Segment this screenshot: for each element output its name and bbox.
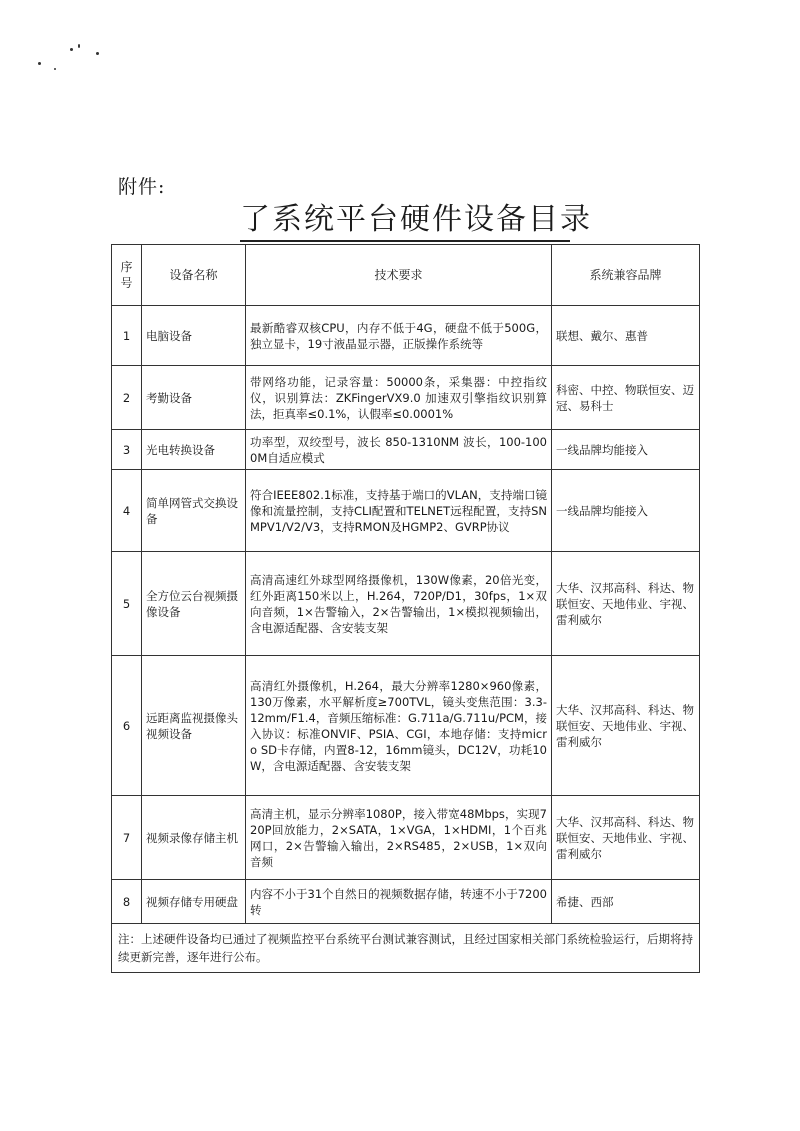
- row-brand: 科密、中控、物联恒安、迈冠、易科士: [552, 366, 700, 430]
- row-spec: 高清红外摄像机，H.264，最大分辨率1280×960像素，130万像素，水平解析度≥700TVL，镜头变焦范围：3.3-12mm/F1.4，音频压缩标准：G.711a/G.711u/PCM，接入协议：标准ONVIF、PSIA、CGI，本地存储：支持micro SD卡存储，内置8-12，16mm镜头，DC12V，功耗10W，含电源适配器、含安装支架: [246, 656, 552, 796]
- row-device-name: 考勤设备: [142, 366, 246, 430]
- attachment-label: 附件:: [118, 176, 166, 198]
- row-device-name: 视频录像存储主机: [142, 796, 246, 880]
- scan-speck: [54, 68, 56, 70]
- row-device-name: 简单网管式交换设备: [142, 470, 246, 552]
- table-row: [112, 552, 700, 656]
- column-header-no: 序号: [112, 245, 142, 306]
- column-header-name: 设备名称: [142, 245, 246, 306]
- table-row: [112, 796, 700, 880]
- row-no: 5: [112, 552, 142, 656]
- row-spec: 内容不小于31个自然日的视频数据存储，转速不小于7200转: [246, 880, 552, 924]
- scan-speck: [78, 44, 80, 48]
- row-no: 1: [112, 306, 142, 366]
- row-device-name: 远距离监视摄像头视频设备: [142, 656, 246, 796]
- table-row: [112, 366, 700, 430]
- row-brand: 一线品牌均能接入: [552, 470, 700, 552]
- row-brand: 希捷、西部: [552, 880, 700, 924]
- row-brand: 联想、戴尔、惠普: [552, 306, 700, 366]
- row-device-name: 光电转换设备: [142, 430, 246, 470]
- table-row: [112, 306, 700, 366]
- row-brand: 大华、汉邦高科、科达、物联恒安、天地伟业、宇视、雷利威尔: [552, 552, 700, 656]
- scan-speck: [70, 48, 73, 51]
- row-no: 4: [112, 470, 142, 552]
- row-spec: 高清高速红外球型网络摄像机，130W像素，20倍光变，红外距离150米以上，H.264，720P/D1，30fps，1×双向音频，1×告警输入，2×告警输出，1×模拟视频输出，含电源适配器、含安装支架: [246, 552, 552, 656]
- table-row: [112, 656, 700, 796]
- table-note-row: [112, 924, 700, 973]
- scan-speck: [96, 52, 99, 55]
- row-spec: 最新酷睿双核CPU，内存不低于4G，硬盘不低于500G，独立显卡，19寸液晶显示器，正版操作系统等: [246, 306, 552, 366]
- table-row: [112, 430, 700, 470]
- row-spec: 带网络功能，记录容量：50000条，采集器：中控指纹仪，识别算法：ZKFingerVX9.0 加速双引擎指纹识别算法，拒真率≤0.1%，认假率≤0.0001%: [246, 366, 552, 430]
- row-brand: 大华、汉邦高科、科达、物联恒安、天地伟业、宇视、雷利威尔: [552, 796, 700, 880]
- row-device-name: 全方位云台视频摄像设备: [142, 552, 246, 656]
- row-device-name: 视频存储专用硬盘: [142, 880, 246, 924]
- equipment-catalog-table: [111, 244, 700, 973]
- row-no: 8: [112, 880, 142, 924]
- table-row: [112, 470, 700, 552]
- row-no: 7: [112, 796, 142, 880]
- row-spec: 功率型，双绞型号，波长 850-1310NM 波长，100-1000M自适应模式: [246, 430, 552, 470]
- column-header-brand: 系统兼容品牌: [552, 245, 700, 306]
- row-brand: 大华、汉邦高科、科达、物联恒安、天地伟业、宇视、雷利威尔: [552, 656, 700, 796]
- scan-speck: [38, 62, 41, 65]
- row-brand: 一线品牌均能接入: [552, 430, 700, 470]
- row-no: 3: [112, 430, 142, 470]
- table-header-row: [112, 245, 700, 306]
- row-spec: 高清主机，显示分辨率1080P，接入带宽48Mbps，实现720P回放能力，2×SATA，1×VGA，1×HDMI，1个百兆网口，2×告警输入输出，2×RS485，2×USB，1×双向音频: [246, 796, 552, 880]
- page-title: 了系统平台硬件设备目录: [240, 200, 570, 242]
- column-header-spec: 技术要求: [246, 245, 552, 306]
- row-device-name: 电脑设备: [142, 306, 246, 366]
- row-no: 2: [112, 366, 142, 430]
- row-no: 6: [112, 656, 142, 796]
- table-row: [112, 880, 700, 924]
- table-note: 注：上述硬件设备均已通过了视频监控平台系统平台测试兼容测试，且经过国家相关部门系统检验运行，后期将持续更新完善，逐年进行公布。: [112, 924, 700, 973]
- row-spec: 符合IEEE802.1标准，支持基于端口的VLAN，支持端口镜像和流量控制，支持CLI配置和TELNET远程配置，支持SNMPV1/V2/V3，支持RMON及HGMP2、GVRP协议: [246, 470, 552, 552]
